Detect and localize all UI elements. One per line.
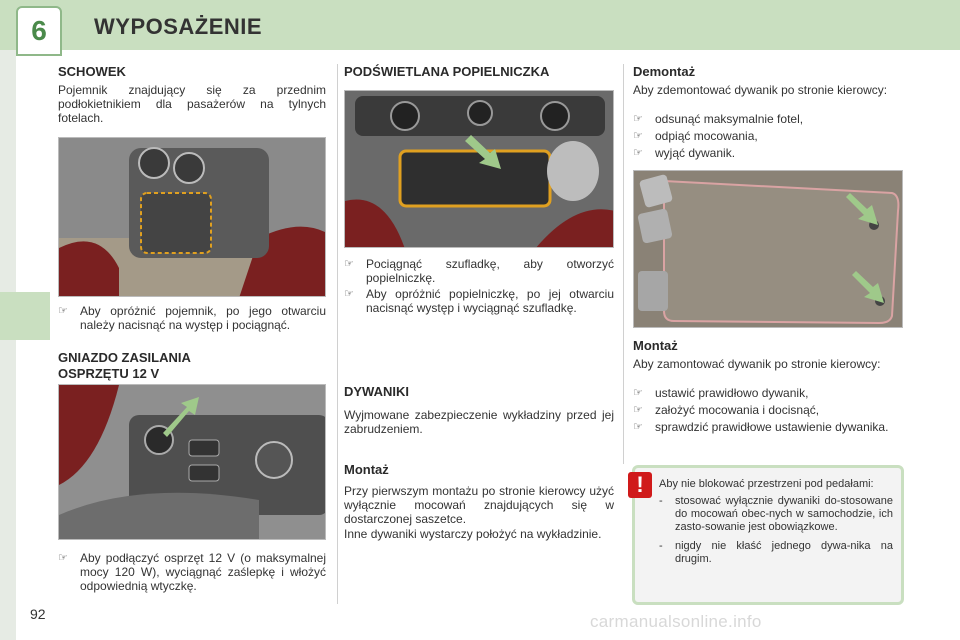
dywaniki-montaz-p2: Inne dywaniki wystarczy położyć na wykładzinie. <box>344 527 602 541</box>
popielniczka-bullet-2 <box>344 287 614 315</box>
ashtray-photo <box>344 90 614 248</box>
pointing-hand-icon: ☞ <box>633 387 643 399</box>
left-rail <box>0 50 16 640</box>
storage-compartment-photo <box>58 137 326 297</box>
schowek-bullet-text: Aby opróżnić pojemnik, po jego otwarciu należy nacisnąć na występ i pociągnąć. <box>80 304 326 332</box>
demontaz-bullet-2-text: odpiąć mocowania, <box>655 129 758 143</box>
schowek-title: SCHOWEK <box>58 64 126 79</box>
popielniczka-bullet-1-text: Pociągnąć szufladkę, aby otworzyć popielniczkę. <box>366 257 614 285</box>
pointing-hand-icon: ☞ <box>58 305 68 317</box>
demontaz-bullet-3-text: wyjąć dywanik. <box>655 146 736 160</box>
montaz-bullet-1 <box>633 386 903 400</box>
montaz-bullet-3 <box>633 420 903 434</box>
gniazdo-bullet <box>58 551 326 593</box>
chapter-number: 6 <box>31 15 47 46</box>
warning-exclamation-icon: ! <box>628 472 652 498</box>
dywaniki-montaz-title: Montaż <box>344 462 389 477</box>
demontaz-text: Aby zdemontować dywanik po stronie kierowcy: <box>633 83 888 97</box>
montaz-title: Montaż <box>633 338 678 353</box>
gniazdo-title-line2: OSPRZĘTU 12 V <box>58 366 160 381</box>
schowek-text: Pojemnik znajdujący się za przednim podłokietnikiem dla pasażerów na tylnych fotelach. <box>58 83 326 125</box>
warning-item-1 <box>659 495 893 534</box>
page-title: WYPOSAŻENIE <box>94 14 263 39</box>
warning-item-2 <box>659 540 893 566</box>
warning-item-2-text: nigdy nie kłaść jednego dywa-nika na drugim. <box>675 540 893 565</box>
pointing-hand-icon: ☞ <box>633 404 643 416</box>
warning-box <box>632 465 904 605</box>
montaz-bullet-3-text: sprawdzić prawidłowe ustawienie dywanika. <box>655 420 889 434</box>
gniazdo-bullet-text: Aby podłączyć osprzęt 12 V (o maksymalnej mocy 120 W), wyciągnąć zaślepkę i włożyć odpowiednią wtyczkę. <box>80 551 326 593</box>
side-tab <box>0 292 50 340</box>
page-number: 92 <box>30 606 46 622</box>
warning-item-1-text: stosować wyłącznie dywaniki do-stosowane do mocowań obec-nych w samochodzie, ich zasto-sowanie jest obowiązkowe. <box>675 495 893 533</box>
watermark: carmanualsonline.info <box>590 612 762 631</box>
dywaniki-title: DYWANIKI <box>344 384 409 399</box>
floor-mat-photo <box>633 170 903 328</box>
dash-marker: - <box>659 495 663 507</box>
column-divider-2 <box>623 64 624 464</box>
demontaz-bullet-1 <box>633 112 903 126</box>
montaz-text: Aby zamontować dywanik po stronie kierowcy: <box>633 357 881 371</box>
pointing-hand-icon: ☞ <box>633 421 643 433</box>
montaz-bullet-2 <box>633 403 903 417</box>
demontaz-bullet-3 <box>633 146 903 160</box>
popielniczka-bullet-2-text: Aby opróżnić popielniczkę, po jej otwarciu nacisnąć występ i wyciągnąć szufladkę. <box>366 287 614 315</box>
dywaniki-montaz-p1: Przy pierwszym montażu po stronie kierowcy użyć wyłącznie mocowań znajdujących się w dostarczonej saszetce. <box>344 484 614 526</box>
gniazdo-title-line1: GNIAZDO ZASILANIA <box>58 350 191 365</box>
pointing-hand-icon: ☞ <box>344 258 354 270</box>
popielniczka-bullet-1 <box>344 257 614 285</box>
column-divider-1 <box>337 64 338 604</box>
pointing-hand-icon: ☞ <box>633 130 643 142</box>
dywaniki-text: Wyjmowane zabezpieczenie wykładziny przed jej zabrudzeniem. <box>344 408 614 436</box>
gniazdo-title <box>58 350 191 382</box>
pointing-hand-icon: ☞ <box>58 552 68 564</box>
demontaz-bullet-2 <box>633 129 903 143</box>
popielniczka-title: PODŚWIETLANA POPIELNICZKA <box>344 64 550 79</box>
pointing-hand-icon: ☞ <box>344 288 354 300</box>
demontaz-title: Demontaż <box>633 64 696 79</box>
pointing-hand-icon: ☞ <box>633 147 643 159</box>
demontaz-bullet-1-text: odsunąć maksymalnie fotel, <box>655 112 804 126</box>
schowek-bullet <box>58 304 326 332</box>
warning-intro: Aby nie blokować przestrzeni pod pedałami: <box>659 478 874 490</box>
montaz-bullet-1-text: ustawić prawidłowo dywanik, <box>655 386 809 400</box>
dash-marker: - <box>659 540 663 552</box>
socket-12v-photo <box>58 384 326 540</box>
pointing-hand-icon: ☞ <box>633 113 643 125</box>
montaz-bullet-2-text: założyć mocowania i docisnąć, <box>655 403 820 417</box>
